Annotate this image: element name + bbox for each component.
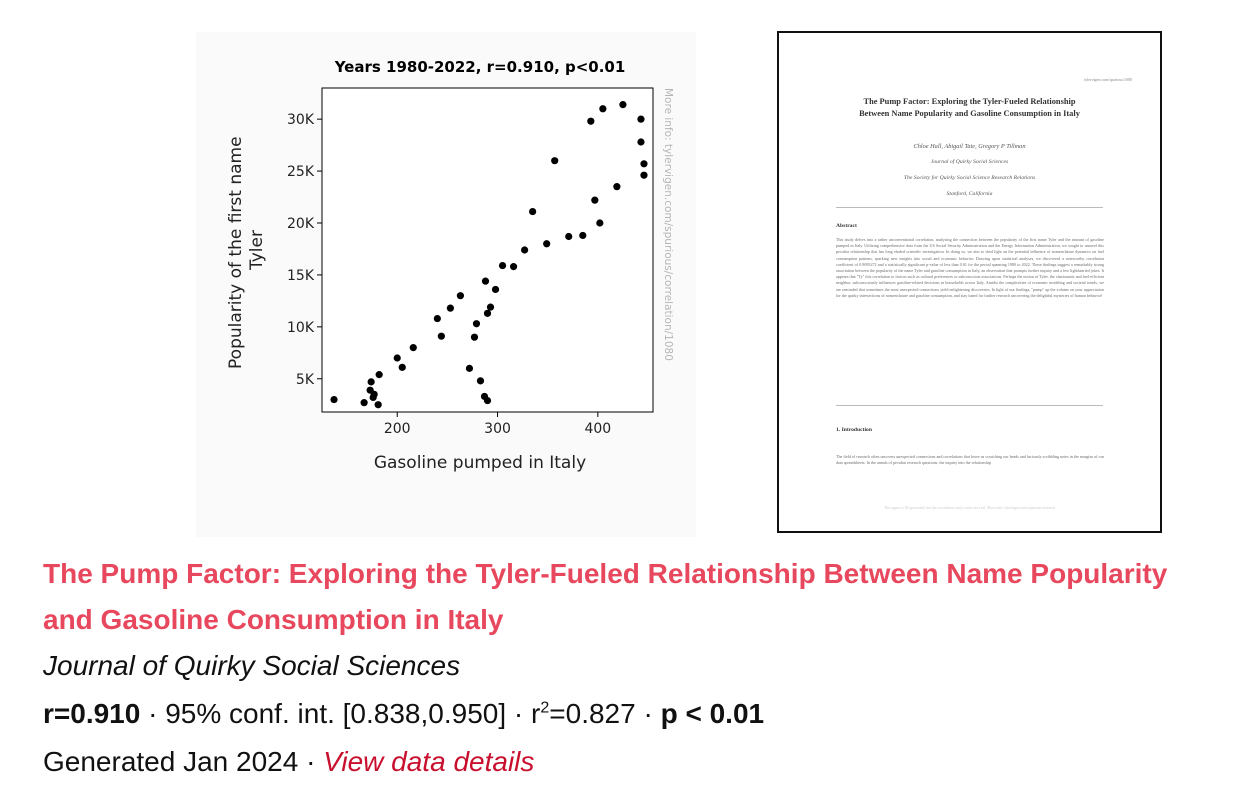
- y-tick-label: 10K: [287, 319, 314, 336]
- data-point: [596, 219, 603, 226]
- paper-footer: This paper is AI-generated, but the correlation and p-value are real. More info: tylervigen.com/spurious-research: [883, 506, 1055, 510]
- y-axis-label: [226, 131, 267, 369]
- data-point: [434, 315, 441, 322]
- y-axis-label-line2: Tyler: [247, 230, 267, 270]
- paper-authors: Chloe Hall, Abigail Tate, Gregory P Tillman: [913, 143, 1026, 150]
- abstract-text: This study delves into a rather unconventional correlation, analyzing the connection between the popularity of the first name Tyler and the amount of gasoline pumped in Italy. Utilizing comprehensive data from the US Social Security Administration and the Energy Information Administration, we sought to unravel this peculiar relationship that has long eluded scientific investigation. In doing so, we aim to shed light on the potential influence of nomenclature dynamics on fuel consumption patterns, sparking new insights into social and economic behavior. Drawing upon statistical analyses, we discovered a noteworthy correlation coefficient of 0.9095272 and a statistically significant p-value of less than 0.01 for the period spanning 1980 to 2022. These findings suggest a remarkably strong association between the popularity of the name Tyler and gasoline consumption in Italy, an observation that prompts further inquiry and a few lighthearted jokes. It appears that "Ty" this correlation to factors such as cultural preferences or subconscious associations. Perhaps the notion of Tyler, the charismatic and fuel-efficient neighbor, subconsciously influences gasoline-related decisions in households across Italy. Amidst the complexities of economic modeling and societal trends, we are reminded that sometimes the most unexpected connections yield enlightening discoveries. In light of our findings, "pump" up the volume on your appreciation for the quirky intersections of nomenclature and gasoline consumption, and stay tuned for further research uncovering the delightful mysteries of human behavior!: [836, 237, 1104, 298]
- abstract-heading: Abstract: [836, 223, 857, 229]
- paper-code: tylervigen.com/spurious/1080: [1084, 77, 1132, 82]
- data-point: [551, 157, 558, 164]
- r-squared-prefix: r: [531, 698, 541, 729]
- intro-text: The field of research often uncovers unexpected connections and correlations that leave us scratching our heads and furiously scribbling notes in the margins of our data spreadsheets. In the annals of peculiar research questions, the inquiry into the relationship: [836, 454, 1104, 466]
- paper-title-line1: The Pump Factor: Exploring the Tyler-Fueled Relationship: [863, 97, 1076, 106]
- data-point: [487, 304, 494, 311]
- data-point: [521, 246, 528, 253]
- data-point: [499, 262, 506, 269]
- data-point: [361, 399, 368, 406]
- x-tick-label: 200: [383, 421, 411, 437]
- data-point: [510, 263, 517, 270]
- paper-title-line2: Between Name Popularity and Gasoline Consumption in Italy: [859, 109, 1080, 118]
- x-axis-ticks: [384, 412, 611, 437]
- info-block: [43, 551, 1213, 785]
- data-point: [492, 286, 499, 293]
- data-point: [482, 278, 489, 285]
- generated-line: [43, 739, 1213, 785]
- data-point: [484, 397, 491, 404]
- paper-title-link[interactable]: The Pump Factor: Exploring the Tyler-Fueled Relationship Between Name Popularity and Gasoline Consumption in Italy: [43, 558, 1168, 635]
- confidence-interval: 95% conf. int. [0.838,0.950]: [165, 698, 507, 729]
- data-point: [477, 377, 484, 384]
- data-point: [484, 310, 491, 317]
- data-point: [394, 354, 401, 361]
- data-point: [466, 365, 473, 372]
- paper-journal: Journal of Quirky Social Sciences: [930, 159, 1009, 165]
- x-tick-label: 300: [484, 421, 511, 437]
- r-value: r=0.910: [43, 698, 141, 729]
- data-point: [410, 344, 417, 351]
- r-squared-exponent: 2: [540, 699, 550, 717]
- data-point: [330, 396, 337, 403]
- y-axis-ticks: [287, 112, 322, 388]
- data-point: [599, 105, 606, 112]
- paper-location: Stanford, California: [946, 191, 993, 197]
- paper-divider: [836, 207, 1103, 208]
- paper-divider: [836, 405, 1103, 406]
- separator: ·: [506, 698, 532, 729]
- data-point: [591, 197, 598, 204]
- y-tick-label: 30K: [287, 112, 314, 129]
- data-point: [587, 118, 594, 125]
- y-tick-label: 20K: [287, 216, 314, 232]
- y-tick-label: 25K: [287, 164, 314, 181]
- data-point: [640, 160, 647, 167]
- x-axis-label: Gasoline pumped in Italy: [373, 453, 587, 473]
- x-tick-label: 400: [584, 421, 612, 437]
- data-point: [438, 333, 445, 340]
- stats-line: [43, 689, 1213, 739]
- data-point: [529, 208, 536, 215]
- chart-title: Years 1980-2022, r=0.910, p<0.01: [334, 58, 626, 76]
- data-point: [637, 116, 644, 123]
- y-axis-label-line1: Popularity of the first name: [226, 136, 246, 369]
- data-point: [640, 172, 647, 179]
- data-point: [543, 240, 550, 247]
- data-point: [447, 305, 454, 312]
- data-point: [473, 320, 480, 327]
- data-point: [579, 232, 586, 239]
- chart-panel: [196, 32, 696, 537]
- paper-title: [799, 96, 1140, 120]
- plot-frame: [322, 88, 653, 412]
- data-point: [471, 334, 478, 341]
- separator: ·: [140, 698, 166, 729]
- data-point: [368, 378, 375, 385]
- scatter-chart: [196, 32, 696, 537]
- paper-thumbnail[interactable]: [777, 31, 1162, 533]
- separator: ·: [635, 698, 661, 729]
- y-tick-label: 15K: [287, 267, 314, 284]
- intro-heading: 1. Introduction: [836, 427, 872, 433]
- data-point: [457, 292, 464, 299]
- data-point: [637, 138, 644, 145]
- data-point: [370, 394, 377, 401]
- data-point: [613, 183, 620, 190]
- data-point: [619, 101, 626, 108]
- r-squared-value: =0.827: [549, 698, 636, 729]
- p-value: p < 0.01: [660, 698, 765, 729]
- r-squared: [531, 698, 636, 729]
- y-tick-label: 5K: [295, 371, 314, 388]
- watermark-text: More info: tylervigen.com/spurious/correlation/1080: [662, 88, 674, 361]
- data-point: [565, 233, 572, 240]
- journal-name: Journal of Quirky Social Sciences: [43, 650, 461, 681]
- paper-society: The Society for Quirky Social Science Research Relations: [903, 175, 1036, 181]
- view-data-details-link[interactable]: View data details: [323, 746, 535, 777]
- data-point: [399, 364, 406, 371]
- data-point: [375, 401, 382, 408]
- data-point: [376, 371, 383, 378]
- generated-date: Generated Jan 2024: [43, 746, 299, 777]
- separator: ·: [298, 746, 324, 777]
